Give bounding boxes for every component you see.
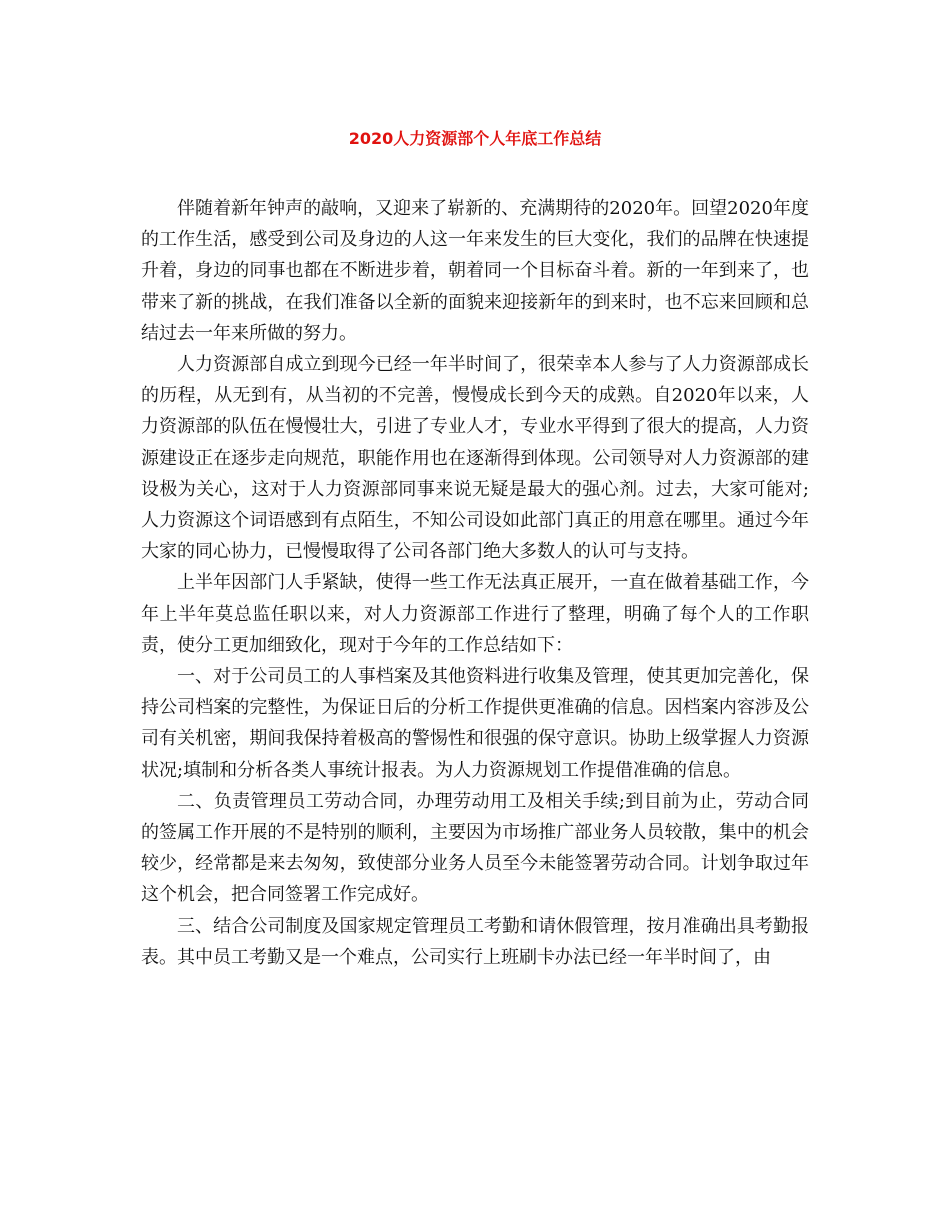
paragraph-item-1-archives: 一、对于公司员工的人事档案及其他资料进行收集及管理，使其更加完善化，保持公司档案的完整性，为保证日后的分析工作提供更准确的信息。因档案内容涉及公司有关机密，期间我保持着极高的警惕性和很强的保守意识。协助上级掌握人力资源状况;填制和分析各类人事统计报表。为人力资源规划工作提借准确的信息。	[141, 666, 809, 781]
paragraph-item-2-contracts: 二、负责管理员工劳动合同，办理劳动用工及相关手续;到目前为止，劳动合同的签属工作开展的不是特别的顺利，主要因为市场推广部业务人员较散，集中的机会较少，经常都是来去匆匆，致使部分业务人员至今未能签署劳动合同。计划争取过年这个机会，把合同签署工作完成好。	[141, 790, 809, 906]
paragraph-item-3-attendance: 三、结合公司制度及国家规定管理员工考勤和请休假管理，按月准确出具考勤报表。其中员工考勤又是一个难点，公司实行上班刷卡办法已经一年半时间了，由	[141, 915, 809, 968]
document-body	[141, 193, 809, 973]
document-title: 2020人力资源部个人年底工作总结	[348, 129, 602, 148]
paragraph-department-history: 人力资源部自成立到现今已经一年半时间了，很荣幸本人参与了人力资源部成长的历程，从无到有，从当初的不完善，慢慢成长到今天的成熟。自2020年以来，人力资源部的队伍在慢慢壮大，引进了专业人才，专业水平得到了很大的提高，人力资源建设正在逐步走向规范，职能作用也在逐渐得到体现。公司领导对人力资源部的建设极为关心，这对于人力资源部同事来说无疑是最大的强心剂。过去，大家可能对;人力资源这个词语感到有点陌生，不知公司设如此部门真正的用意在哪里。通过今年大家的同心协力，已慢慢取得了公司各部门绝大多数人的认可与支持。	[141, 354, 809, 563]
paragraph-summary-intro: 上半年因部门人手紧缺，使得一些工作无法真正展开，一直在做着基础工作，今年上半年莫总监任职以来，对人力资源部工作进行了整理，明确了每个人的工作职责，使分工更加细致化，现对于今年的工作总结如下：	[141, 572, 809, 656]
paragraph-intro: 伴随着新年钟声的敲响，又迎来了崭新的、充满期待的2020年。回望2020年度的工作生活，感受到公司及身边的人这一年来发生的巨大变化，我们的品牌在快速提升着，身边的同事也都在不断进步着，朝着同一个目标奋斗着。新的一年到来了，也带来了新的挑战，在我们准备以全新的面貌来迎接新年的到来时，也不忘来回顾和总结过去一年来所做的努力。	[141, 198, 809, 344]
